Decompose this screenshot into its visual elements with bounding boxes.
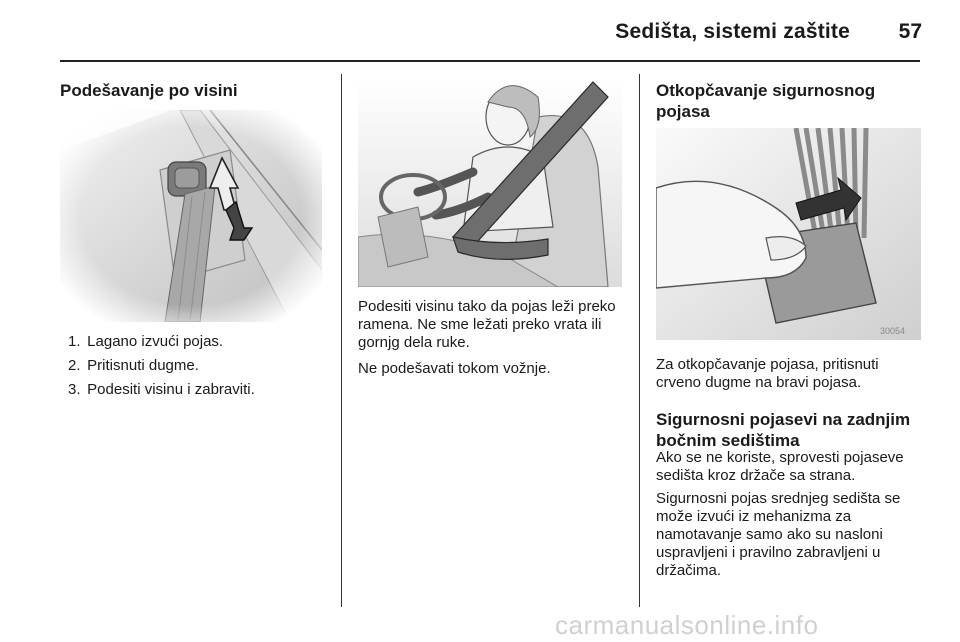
list-item: 3. Podesiti visinu i zabraviti. [68,381,255,398]
figure-unbuckle-belt [656,128,921,340]
list-item: 1. Lagano izvući pojas. [68,333,224,350]
running-header-title: Sedišta, sistemi zaštite [615,20,850,43]
list-item: 2. Pritisnuti dugme. [68,357,199,374]
middle-belt-paragraph: Sigurnosni pojas srednjeg sedišta se može izvući iz mehanizma za namotavanje samo ako su nasloni uspravljeni i pravilno zabravljeni u držačima. [656,490,901,579]
figure-belt-height-adjuster [60,110,322,322]
belt-position-paragraph: Podesiti visinu tako da pojas leži preko ramena. Ne sme ležati preko vrata ili gornjg dela ruke. [358,298,616,351]
section-heading-rear-belts: Sigurnosni pojasevi na zadnjim bočnim sedištima [656,410,911,450]
header-rule [60,60,920,62]
rear-belts-paragraph: Ako se ne koriste, sprovesti pojaseve sedišta kroz držače sa strana. [656,449,904,484]
figure-code: 30054 [880,326,906,336]
section-heading-height-adjust: Podešavanje po visini [60,81,238,100]
figure-driver-belt-position [358,77,622,287]
height-adjust-steps [68,333,338,405]
section-heading-unbuckle: Otkopčavanje sigurnosnog pojasa [656,81,876,121]
unbuckle-paragraph: Za otkopčavanje pojasa, pritisnuti crveno dugme na bravi pojasa. [656,356,879,391]
column-divider-2 [639,74,640,607]
watermark: carmanualsonline.info [555,610,819,640]
page-number: 57 [898,20,922,43]
column-divider-1 [341,74,342,607]
no-adjust-while-driving-paragraph: Ne podešavati tokom vožnje. [358,360,551,377]
